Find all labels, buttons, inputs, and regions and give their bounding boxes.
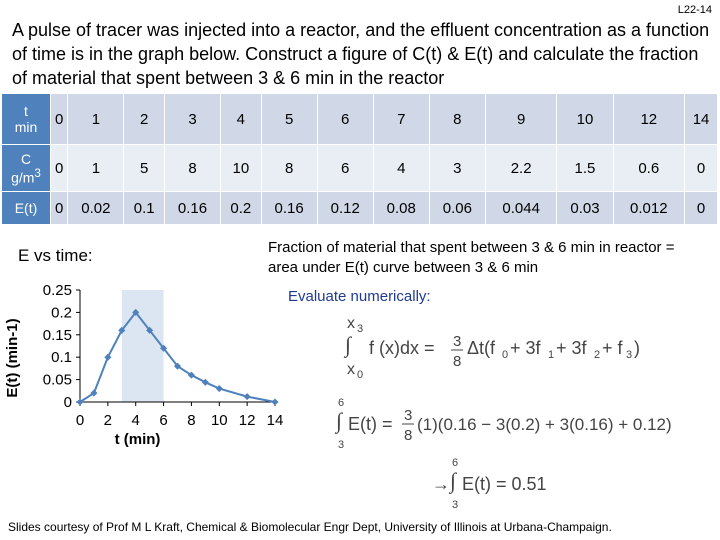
table-cell-e-12: 0 (685, 192, 718, 225)
data-point (271, 398, 278, 405)
table-cell-t-0: 0 (51, 94, 68, 145)
y-tick-label: 0.2 (51, 304, 72, 322)
y-tick-label: 0.25 (42, 282, 72, 299)
svg-text:6: 6 (452, 457, 459, 469)
svg-text:): ) (634, 338, 640, 358)
svg-text:8: 8 (453, 353, 462, 370)
x-tick-label: 8 (187, 412, 196, 429)
e-vs-time-chart (0, 270, 300, 485)
table-cell-c-9: 2.2 (485, 145, 557, 192)
row-header-t: t min (2, 94, 51, 145)
table-cell-c-7: 4 (373, 145, 429, 192)
table-cell-e-4: 0.2 (221, 192, 262, 225)
svg-text:E(t) = 0.51: E(t) = 0.51 (462, 474, 547, 494)
table-cell-e-11: 0.012 (613, 192, 685, 225)
svg-text:Δt(f: Δt(f (467, 338, 496, 358)
svg-text:3: 3 (626, 349, 633, 361)
table-cell-c-6: 6 (317, 145, 373, 192)
svg-text:3: 3 (357, 323, 364, 335)
svg-text:E(t) =: E(t) = (348, 414, 393, 434)
x-tick-label: 4 (131, 412, 140, 429)
table-cell-t-7: 7 (373, 94, 429, 145)
y-tick-label: 0 (63, 394, 72, 411)
table-cell-t-3: 3 (164, 94, 220, 145)
svg-text:∫: ∫ (345, 332, 352, 357)
svg-text:(1)(0.16 − 3(0.2) + 3(0.16) +: (1)(0.16 − 3(0.2) + 3(0.16) + 0.12) (417, 415, 672, 434)
x-tick-label: 10 (210, 412, 228, 429)
applied-equation (332, 394, 717, 454)
data-table (2, 94, 718, 225)
table-cell-c-2: 5 (124, 145, 165, 192)
svg-text:+ 3f: + 3f (556, 338, 587, 358)
table-cell-e-2: 0.1 (124, 192, 165, 225)
table-cell-t-10: 10 (557, 94, 613, 145)
svg-text:x: x (347, 315, 355, 332)
table-cell-e-3: 0.16 (164, 192, 220, 225)
table-cell-t-4: 4 (221, 94, 262, 145)
table-cell-c-3: 8 (164, 145, 220, 192)
x-tick-label: 12 (238, 412, 256, 429)
y-axis-label: E(t) (min-1) (4, 318, 21, 398)
table-cell-e-9: 0.044 (485, 192, 557, 225)
data-point (202, 379, 209, 386)
table-row-t (2, 94, 718, 145)
y-tick-label: 0.05 (42, 371, 72, 389)
table-cell-e-10: 0.03 (557, 192, 613, 225)
svg-text:1: 1 (548, 349, 555, 361)
svg-text:∫: ∫ (336, 408, 343, 433)
evaluate-label: Evaluate numerically: (288, 288, 431, 305)
table-cell-c-0: 0 (51, 145, 68, 192)
table-cell-t-6: 6 (317, 94, 373, 145)
x-tick-label: 2 (103, 412, 113, 429)
slide-number: L22-14 (677, 4, 712, 16)
svg-text:∫: ∫ (450, 468, 457, 493)
table-cell-t-5: 5 (261, 94, 317, 145)
svg-text:3: 3 (404, 407, 413, 424)
row-header-e: E(t) (2, 192, 51, 225)
table-cell-e-1: 0.02 (68, 192, 124, 225)
table-cell-e-7: 0.08 (373, 192, 429, 225)
table-cell-t-1: 1 (68, 94, 124, 145)
table-cell-c-8: 3 (429, 145, 485, 192)
svg-text:3: 3 (338, 439, 345, 451)
table-cell-c-12: 0 (685, 145, 718, 192)
table-cell-e-8: 0.06 (429, 192, 485, 225)
svg-text:6: 6 (338, 397, 345, 409)
x-tick-label: 6 (159, 412, 168, 429)
table-cell-t-9: 9 (485, 94, 557, 145)
x-axis-label: t (min) (114, 431, 161, 448)
table-cell-c-4: 10 (221, 145, 262, 192)
table-cell-c-1: 1 (68, 145, 124, 192)
svg-text:2: 2 (594, 349, 601, 361)
result-equation (428, 454, 588, 512)
svg-text:8: 8 (404, 427, 413, 444)
svg-text:+ 3f: + 3f (510, 338, 541, 358)
y-tick-label: 0.1 (51, 349, 72, 367)
table-row-c (2, 145, 718, 192)
svg-text:0: 0 (357, 369, 364, 381)
table-cell-t-12: 14 (685, 94, 718, 145)
svg-text:3: 3 (453, 333, 462, 350)
e-vs-time-label: E vs time: (18, 246, 93, 265)
table-row-e (2, 192, 718, 225)
table-cell-t-8: 8 (429, 94, 485, 145)
svg-text:x: x (347, 361, 355, 378)
fraction-explanation: Fraction of material that spent between 3 & 6 min in reactor = area under E(t) curve between 3 & 6 min (268, 239, 675, 276)
y-tick-label: 0.15 (42, 326, 72, 344)
table-cell-e-5: 0.16 (261, 192, 317, 225)
shaded-region-3-6 (122, 290, 164, 402)
problem-statement: A pulse of tracer was injected into a reactor, and the effluent concentration as a function of time is in the graph below. Construct a figure of C(t) & E(t) and calculate the fraction of material that spent between 3 & 6 min in the reactor (12, 20, 710, 88)
svg-text:f (x)dx =: f (x)dx = (369, 338, 435, 358)
table-cell-t-11: 12 (613, 94, 685, 145)
x-tick-label: 14 (266, 412, 284, 429)
row-header-c: C $g/m^3$ (2, 145, 51, 192)
svg-text:3: 3 (452, 499, 459, 511)
svg-text:+ f: + f (602, 338, 623, 358)
table-cell-c-11: 0.6 (613, 145, 685, 192)
table-cell-e-0: 0 (51, 192, 68, 225)
svg-text:→: → (432, 474, 450, 494)
data-point (244, 393, 251, 400)
simpson-equation (335, 312, 695, 382)
data-point (104, 354, 111, 361)
table-cell-c-5: 8 (261, 145, 317, 192)
table-cell-e-6: 0.12 (317, 192, 373, 225)
table-cell-t-2: 2 (124, 94, 165, 145)
x-tick-label: 0 (75, 412, 85, 429)
svg-text:0: 0 (502, 349, 509, 361)
credit-footer: Slides courtesy of Prof M L Kraft, Chemical & Biomolecular Engr Dept, University of Illinois at Urbana-Champaign. (8, 520, 612, 534)
table-cell-c-10: 1.5 (557, 145, 613, 192)
data-point (216, 385, 223, 392)
